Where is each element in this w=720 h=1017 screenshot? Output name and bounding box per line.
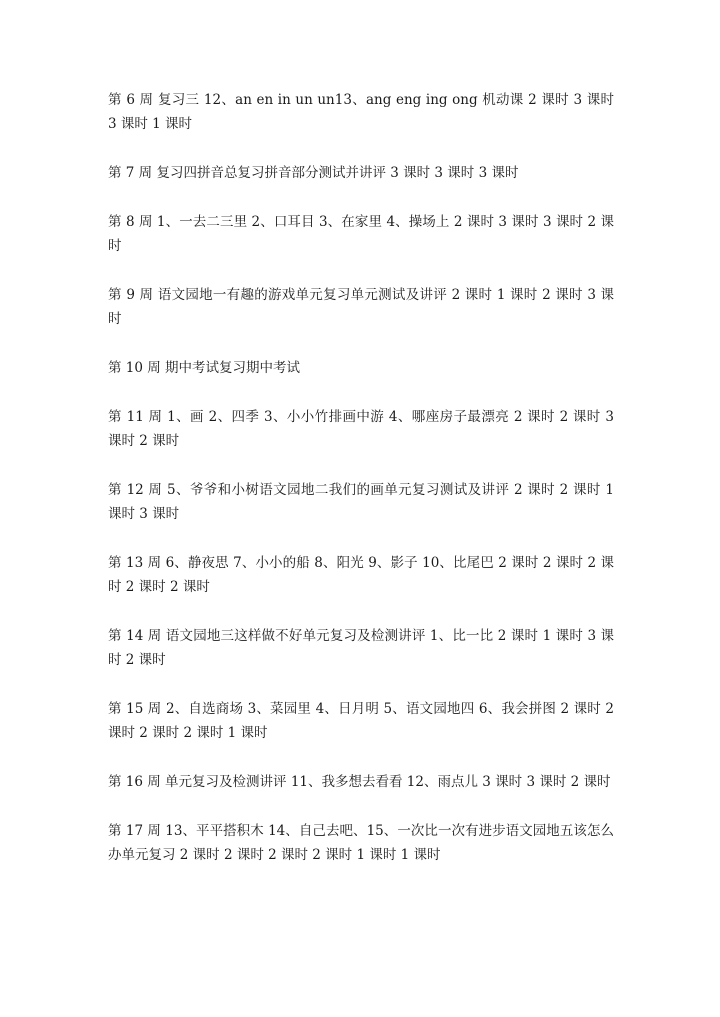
- document-page: [108, 88, 614, 892]
- schedule-week-15: 第 15 周 2、自选商场 3、菜园里 4、日月明 5、语文园地四 6、我会拼图 2 课时 2 课时 2 课时 2 课时 1 课时: [108, 701, 614, 741]
- schedule-week-12: 第 12 周 5、爷爷和小树语文园地二我们的画单元复习测试及讲评 2 课时 2 课时 1 课时 3 课时: [108, 482, 614, 522]
- schedule-week-14: 第 14 周 语文园地三这样做不好单元复习及检测讲评 1、比一比 2 课时 1 课时 3 课时 2 课时: [108, 628, 614, 668]
- schedule-week-10: 第 10 周 期中考试复习期中考试: [108, 360, 301, 376]
- schedule-week-17: 第 17 周 13、平平搭积木 14、自己去吧、15、一次比一次有进步语文园地五该怎么办单元复习 2 课时 2 课时 2 课时 2 课时 1 课时 1 课时: [108, 823, 614, 863]
- schedule-week-9: 第 9 周 语文园地一有趣的游戏单元复习单元测试及讲评 2 课时 1 课时 2 课时 3 课时: [108, 287, 614, 327]
- schedule-week-8: 第 8 周 1、一去二三里 2、口耳目 3、在家里 4、操场上 2 课时 3 课时 3 课时 2 课时: [108, 214, 614, 254]
- schedule-week-6: 第 6 周 复习三 12、an en in un un13、ang eng ing ong 机动课 2 课时 3 课时 3 课时 1 课时: [108, 92, 614, 132]
- schedule-week-16: 第 16 周 单元复习及检测讲评 11、我多想去看看 12、雨点儿 3 课时 3 课时 2 课时: [108, 774, 611, 790]
- schedule-week-7: 第 7 周 复习四拼音总复习拼音部分测试并讲评 3 课时 3 课时 3 课时: [108, 165, 519, 181]
- schedule-week-13: 第 13 周 6、静夜思 7、小小的船 8、阳光 9、影子 10、比尾巴 2 课时 2 课时 2 课时 2 课时 2 课时: [108, 555, 614, 595]
- schedule-week-11: 第 11 周 1、画 2、四季 3、小小竹排画中游 4、哪座房子最漂亮 2 课时 2 课时 3 课时 2 课时: [108, 409, 614, 449]
